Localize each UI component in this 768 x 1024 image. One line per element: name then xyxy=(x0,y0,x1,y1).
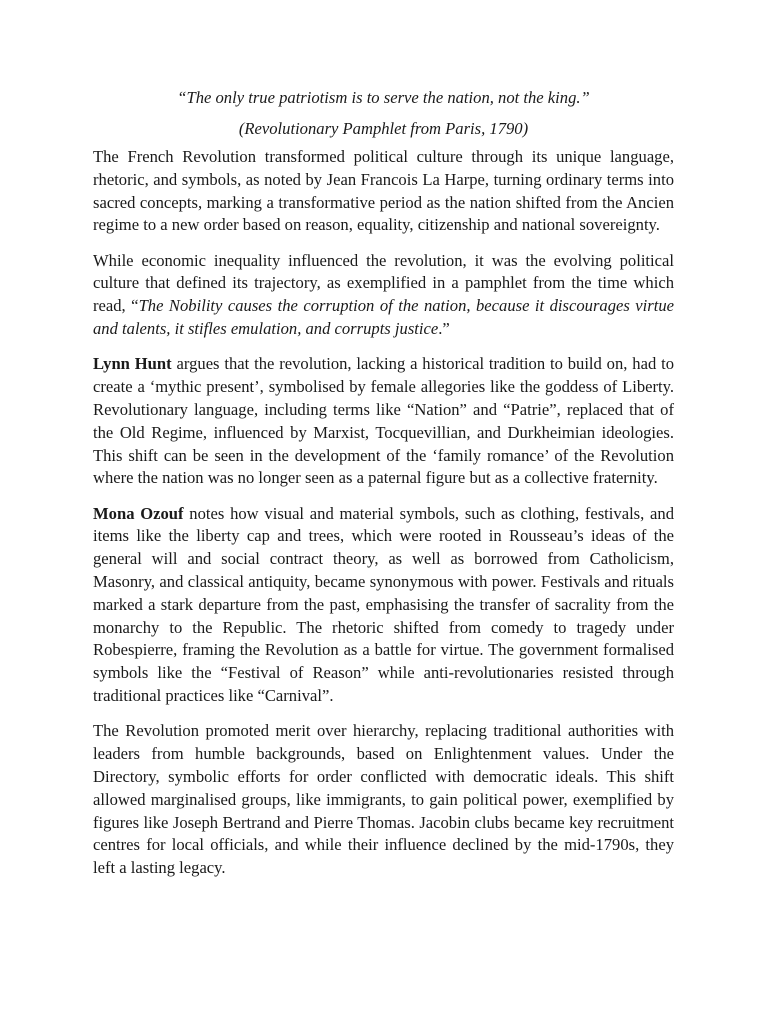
author-name-lynn-hunt: Lynn Hunt xyxy=(93,354,172,374)
paragraph-lynn-hunt xyxy=(93,353,674,490)
paragraph-political-culture xyxy=(93,250,674,341)
paragraph-merit: The Revolution promoted merit over hierarchy, replacing traditional authorities with leaders from humble backgrounds, based on Enlightenment values. Under the Directory, symbolic efforts for order conflicted with democratic ideals. This shift allowed marginalised groups, like immigrants, to gain political power, exemplified by figures like Joseph Bertrand and Pierre Thomas. Jacobin clubs became key recruitment centres for local officials, and while their influence declined by the mid-1790s, they left a lasting legacy. xyxy=(93,721,674,878)
paragraph-body-text: notes how visual and material symbols, such as clothing, festivals, and items like the liberty cap and trees, which were rooted in Rousseau’s ideas of the general will and social contract theory, as well as borrowed from Catholicism, Masonry, and classical antiquity, became synonymous with power. Festivals and rituals marked a stark departure from the past, emphasising the transfer of sacrality from the monarchy to the Republic. The rhetoric shifted from comedy to tragedy under Robespierre, framing the Revolution as a battle for virtue. The government formalised symbols like the “Festival of Reason” while anti-revolutionaries resisted through traditional practices like “Carnival”. xyxy=(93,503,674,706)
author-name-mona-ozouf: Mona Ozouf xyxy=(93,503,184,523)
paragraph-introduction: The French Revolution transformed political culture through its unique language, rhetoric, and symbols, as noted by Jean Francois La Harpe, turning ordinary terms into sacred concepts, marking a transformative period as the nation shifted from the Ancien regime to a new order based on reason, equality, citizenship and national sovereignty. xyxy=(93,147,674,235)
paragraph-lead-text: While economic inequality influenced the revolution, it was the evolving political culture that defined its trajectory, as exemplified in a pamphlet from the time which read, “ xyxy=(93,250,674,316)
epigraph-quote: “The only true patriotism is to serve the nation, not the king.” xyxy=(177,88,590,107)
paragraph-mona-ozouf xyxy=(93,503,674,708)
epigraph-source: (Revolutionary Pamphlet from Paris, 1790) xyxy=(238,119,529,138)
paragraph-body-text: argues that the revolution, lacking a historical tradition to build on, had to create a ‘mythic present’, symbolised by female allegories like the goddess of Liberty. Revolutionary language, including terms like “Nation” and “Patrie”, replaced that of the Old Regime, influenced by Marxist, Tocquevillian, and Durkheimian ideologies. This shift can be seen in the development of the ‘family romance’ of the Revolution where the nation was no longer seen as a paternal figure but as a collective fraternity. xyxy=(93,354,674,488)
document-page xyxy=(93,86,674,892)
paragraph-tail-text: .” xyxy=(438,319,450,339)
pamphlet-quote: The Nobility causes the corruption of the nation, because it discourages virtue and talents, it stifles emulation, and corrupts justice xyxy=(93,296,675,339)
